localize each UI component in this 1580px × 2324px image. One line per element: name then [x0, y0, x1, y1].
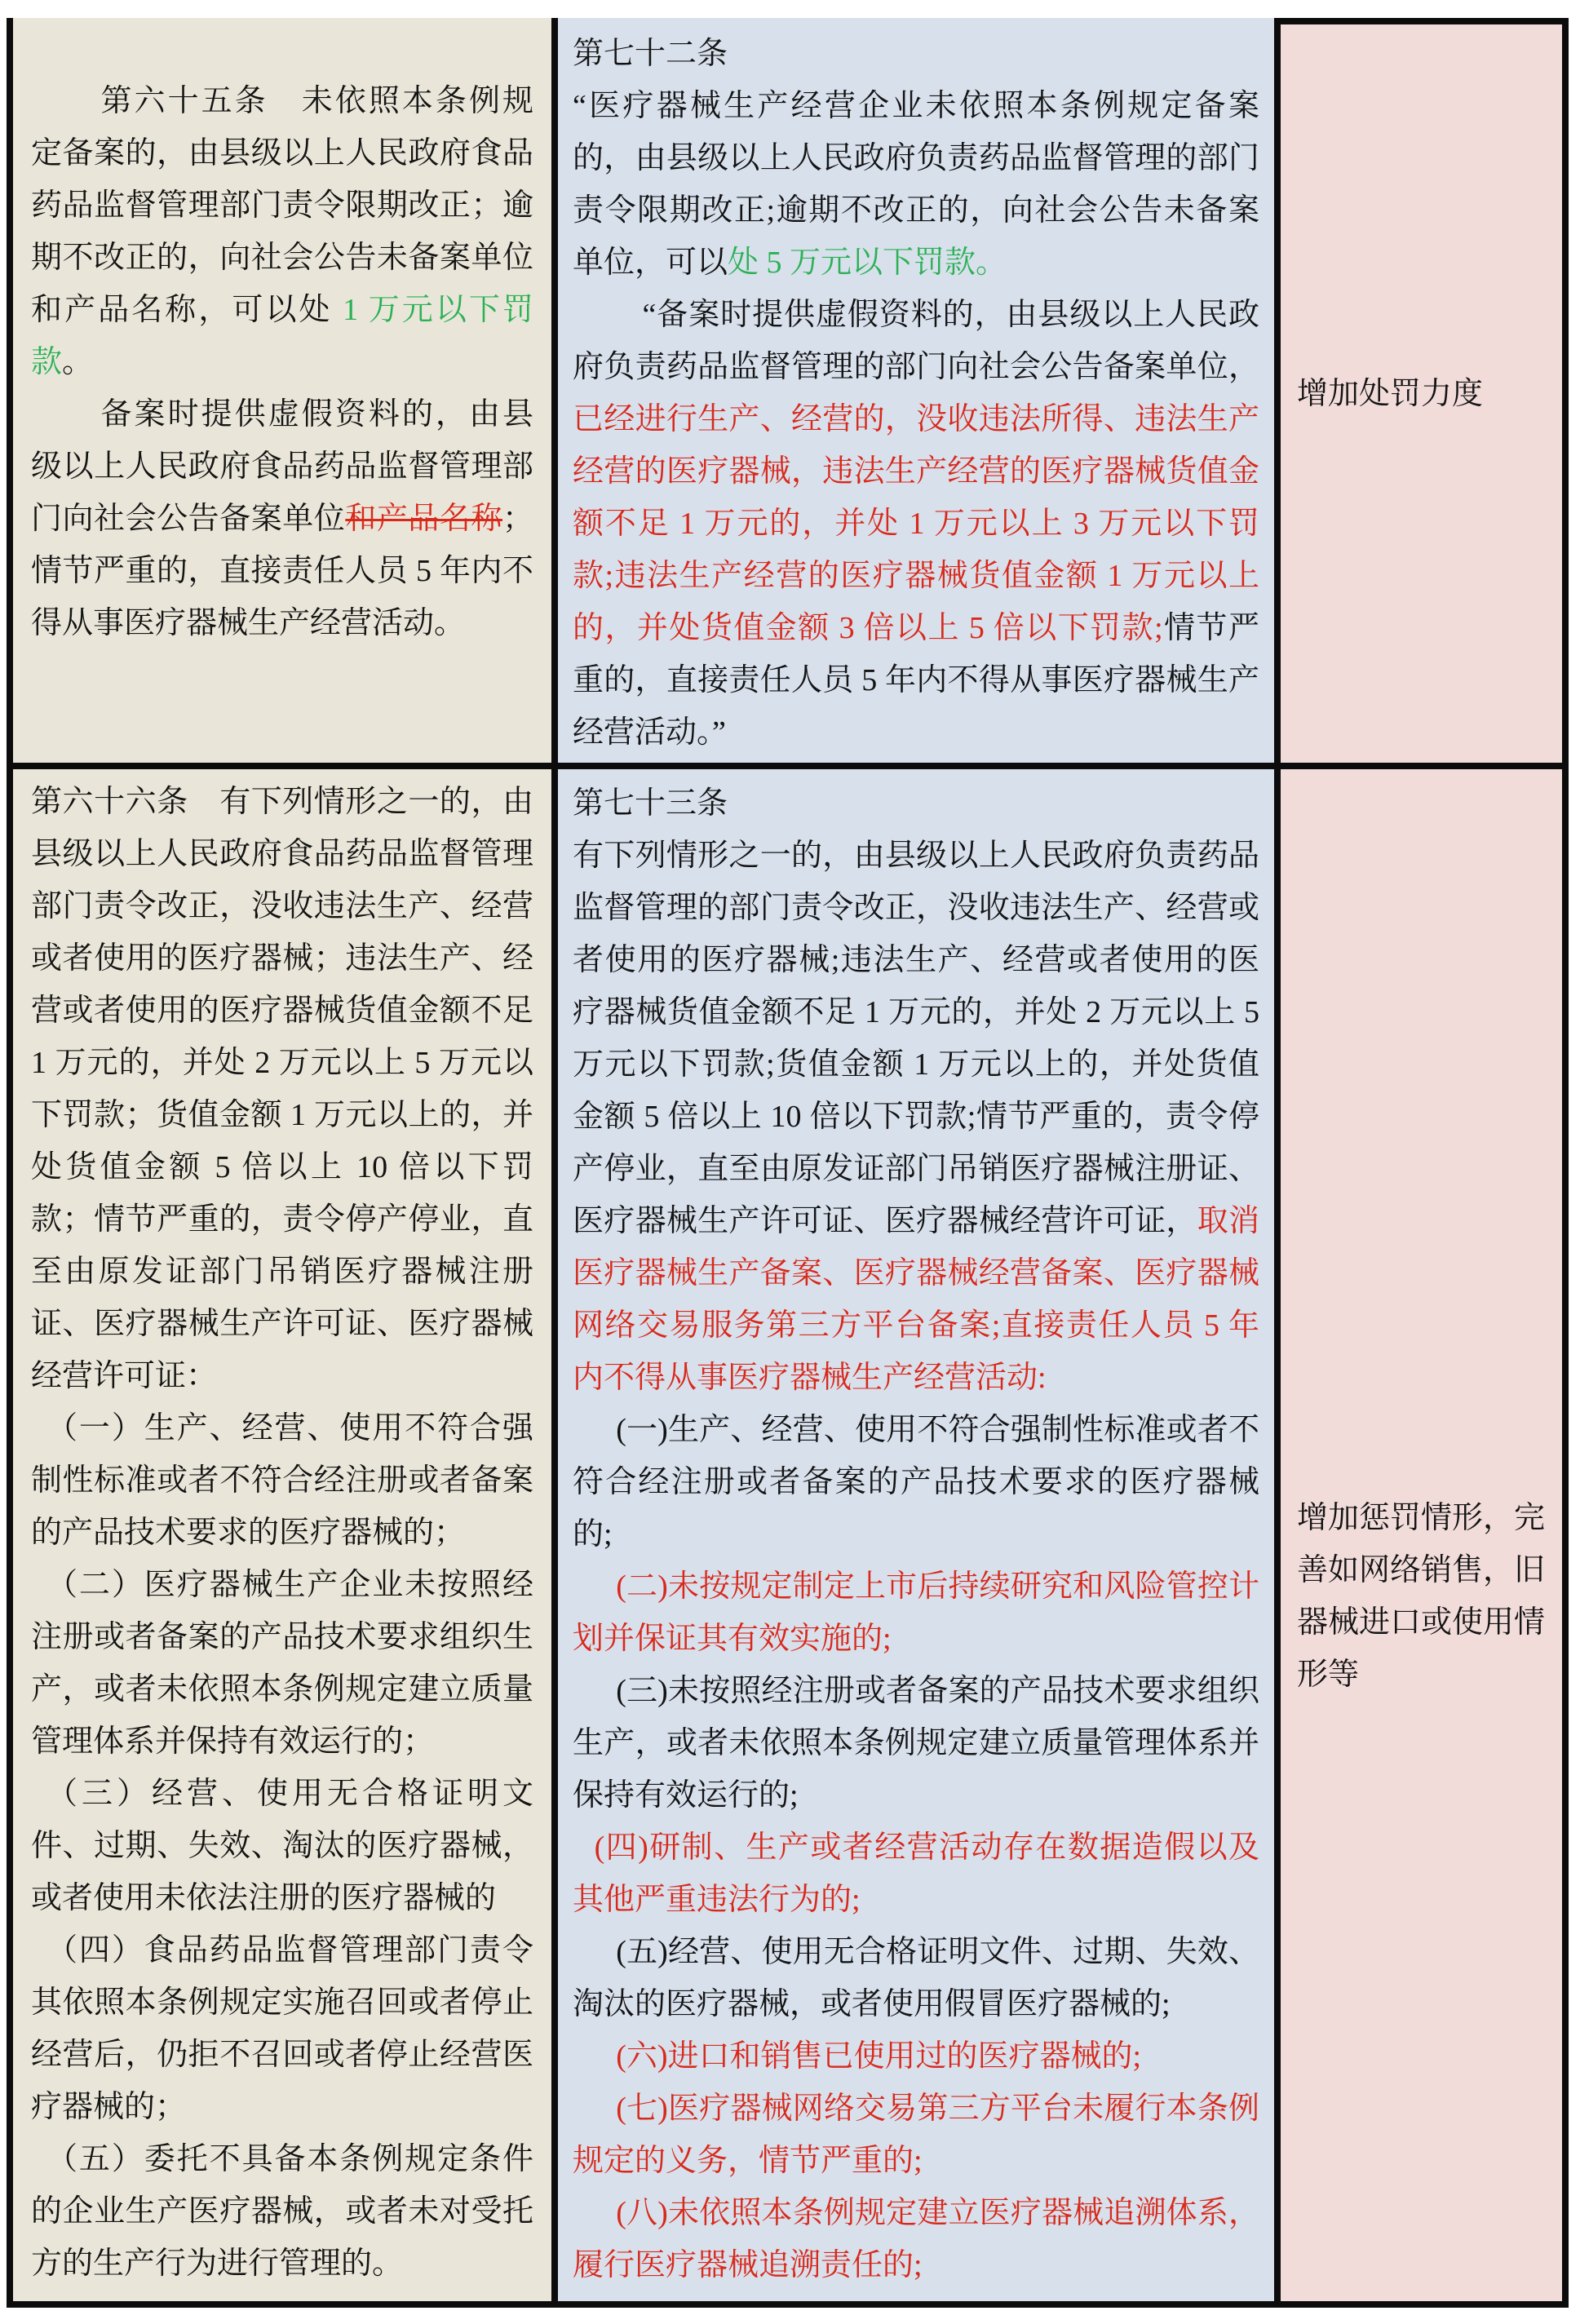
- paragraph: [573, 1665, 1259, 1822]
- cell-old-article-66: [13, 769, 551, 2301]
- text-segment-normal: “医疗器械生产经营企业未依照本条例规定备案的，由县级以上人民政府负责药品监督管理的部门责令限期改正;逾期不改正的，向社会公告未备案单位，可以: [573, 89, 1259, 280]
- paragraph: [31, 2133, 533, 2290]
- paragraph: [31, 75, 533, 388]
- text-segment-normal: （四）食品药品监督管理部门责令其依照本条例规定实施召回或者停止经营后，仍拒不召回或者停止经营医疗器械的；: [31, 1933, 533, 2124]
- paragraph: [31, 1768, 533, 1924]
- text-segment-normal: （五）委托不具备本条例规定条件的企业生产医疗器械，或者未对受托方的生产行为进行管理的。: [31, 2142, 533, 2281]
- text-segment-normal: 第六十五条 未依照本条例规定备案的，由县级以上人民政府食品药品监督管理部门责令限期改正；逾期不改正的，向社会公告未备案单位和产品名称，可以处: [31, 84, 533, 327]
- paragraph: [573, 1822, 1259, 1926]
- column-border: [551, 769, 558, 2301]
- text-segment-normal: 第七十二条: [573, 37, 728, 71]
- law-comparison-table: [7, 18, 1569, 2308]
- text-segment-normal: 第六十六条 有下列情形之一的，由县级以上人民政府食品药品监督管理部门责令改正，没收违法生产、经营或者使用的医疗器械；违法生产、经营或者使用的医疗器械货值金额不足 1 万元的，并处 2 万元以上 5 万元以下罚款；货值金额 1 万元以上的，并处货值金额 5 倍以上 10 倍以下罚款；情节严重的，责令停产停业，直至由原发证部门吊销医疗器械注册证、医疗器械生产许可证、医疗器械经营许可证：: [31, 785, 533, 1393]
- cell-new-article-73: [558, 769, 1274, 2301]
- paragraph: [31, 1924, 533, 2133]
- text-segment-normal: (五)经营、使用无合格证明文件、过期、失效、淘汰的医疗器械，或者使用假冒医疗器械的;: [573, 1935, 1259, 2021]
- text-segment-normal: 情节严重的，直接责任人员 5 年内不得从事医疗器械生产经营活动。”: [573, 611, 1259, 750]
- text-segment-green: 处 5 万元以下罚款。: [728, 246, 1007, 280]
- cell-old-article-65: [13, 18, 551, 763]
- paragraph: [31, 1559, 533, 1768]
- cell-new-article-72: [558, 18, 1274, 763]
- paragraph: [573, 80, 1259, 289]
- text-segment-normal: （二）医疗器械生产企业未按照经注册或者备案的产品技术要求组织生产，或者未依照本条例规定建立质量管理体系并保持有效运行的；: [31, 1568, 533, 1759]
- cell-note-row2: [1281, 769, 1562, 2301]
- cell-note-row1: [1281, 18, 1562, 763]
- text-segment-normal: 。: [62, 345, 94, 379]
- paragraph: [573, 28, 1259, 80]
- paragraph: [573, 2187, 1259, 2291]
- text-segment-normal: 有下列情形之一的，由县级以上人民政府负责药品监督管理的部门责令改正，没收违法生产、经营或者使用的医疗器械;违法生产、经营或者使用的医疗器械货值金额不足 1 万元的，并处 2 万元以上 5 万元以下罚款;货值金额 1 万元以上的，并处货值金额 5 倍以上 10 倍以下罚款;情节严重的，责令停产停业，直至由原发证部门吊销医疗器械注册证、医疗器械生产许可证、医疗器械经营许可证，: [573, 839, 1259, 1238]
- paragraph: [573, 2030, 1259, 2083]
- table-row-article-66: [13, 769, 1562, 2301]
- paragraph: [573, 289, 1259, 759]
- paragraph: [573, 1560, 1259, 1665]
- paragraph: [31, 1402, 533, 1559]
- paragraph: [573, 1926, 1259, 2030]
- text-segment-normal: （一）生产、经营、使用不符合强制性标准或者不符合经注册或者备案的产品技术要求的医疗器械的；: [31, 1411, 533, 1550]
- text-segment-red: 已经进行生产、经营的，没收违法所得、违法生产经营的医疗器械，违法生产经营的医疗器械货值金额不足 1 万元的，并处 1 万元以上 3 万元以下罚款;违法生产经营的医疗器械货值金额 1 万元以上的，并处货值金额 3 倍以上 5 倍以下罚款;: [573, 402, 1259, 645]
- text-segment-normal: ；情节严重的，直接责任人员 5 年内不得从事医疗器械生产经营活动。: [31, 502, 533, 640]
- text-segment-normal: （三）经营、使用无合格证明文件、过期、失效、淘汰的医疗器械，或者使用未依法注册的医疗器械的: [31, 1777, 533, 1915]
- paragraph: [31, 388, 533, 649]
- paragraph: [31, 776, 533, 1402]
- paragraph: [573, 2083, 1259, 2187]
- text-segment-red: (四)研制、生产或者经营活动存在数据造假以及其他严重违法行为的;: [573, 1830, 1259, 1917]
- text-segment-red: (六)进口和销售已使用过的医疗器械的;: [616, 2039, 1142, 2074]
- text-segment-red: 取消医疗器械生产备案、医疗器械经营备案、医疗器械网络交易服务第三方平台备案;直接责任人员 5 年内不得从事医疗器械生产经营活动:: [573, 1204, 1259, 1395]
- column-border: [551, 18, 558, 763]
- text-segment-red: (七)医疗器械网络交易第三方平台未履行本条例规定的义务，情节严重的;: [573, 2092, 1259, 2178]
- text-segment-red-strike: 和产品名称: [345, 502, 502, 536]
- text-segment-red: (二)未按规定制定上市后持续研究和风险管控计划并保证其有效实施的;: [573, 1569, 1259, 1656]
- paragraph: [573, 1404, 1259, 1560]
- table-row-article-65: [13, 18, 1562, 763]
- text-segment-red: (八)未依照本条例规定建立医疗器械追溯体系，履行医疗器械追溯责任的;: [573, 2196, 1259, 2282]
- text-segment-normal: “备案时提供虚假资料的，由县级以上人民政府负责药品监督管理的部门向社会公告备案单位，: [573, 298, 1259, 384]
- column-border: [1274, 18, 1281, 763]
- text-segment-normal: 第七十三条: [573, 786, 728, 821]
- text-segment-normal: (三)未按照经注册或者备案的产品技术要求组织生产，或者未依照本条例规定建立质量管理体系并保持有效运行的;: [573, 1674, 1259, 1813]
- paragraph: [573, 830, 1259, 1404]
- note-text: 增加处罚力度: [1297, 376, 1484, 411]
- text-segment-normal: (一)生产、经营、使用不符合强制性标准或者不符合经注册或者备案的产品技术要求的医疗器械的;: [573, 1413, 1259, 1552]
- row-border: [13, 763, 1562, 769]
- note-text: 增加惩罚情形，完善如网络销售，旧器械进口或使用情形等: [1297, 1501, 1546, 1692]
- text-segment-normal: 备案时提供虚假资料的，由县级以上人民政府食品药品监督管理部门向社会公告备案单位: [31, 397, 533, 536]
- column-border: [1274, 769, 1281, 2301]
- text-segment-green: 1 万元以下罚款: [31, 293, 533, 379]
- paragraph: [573, 777, 1259, 830]
